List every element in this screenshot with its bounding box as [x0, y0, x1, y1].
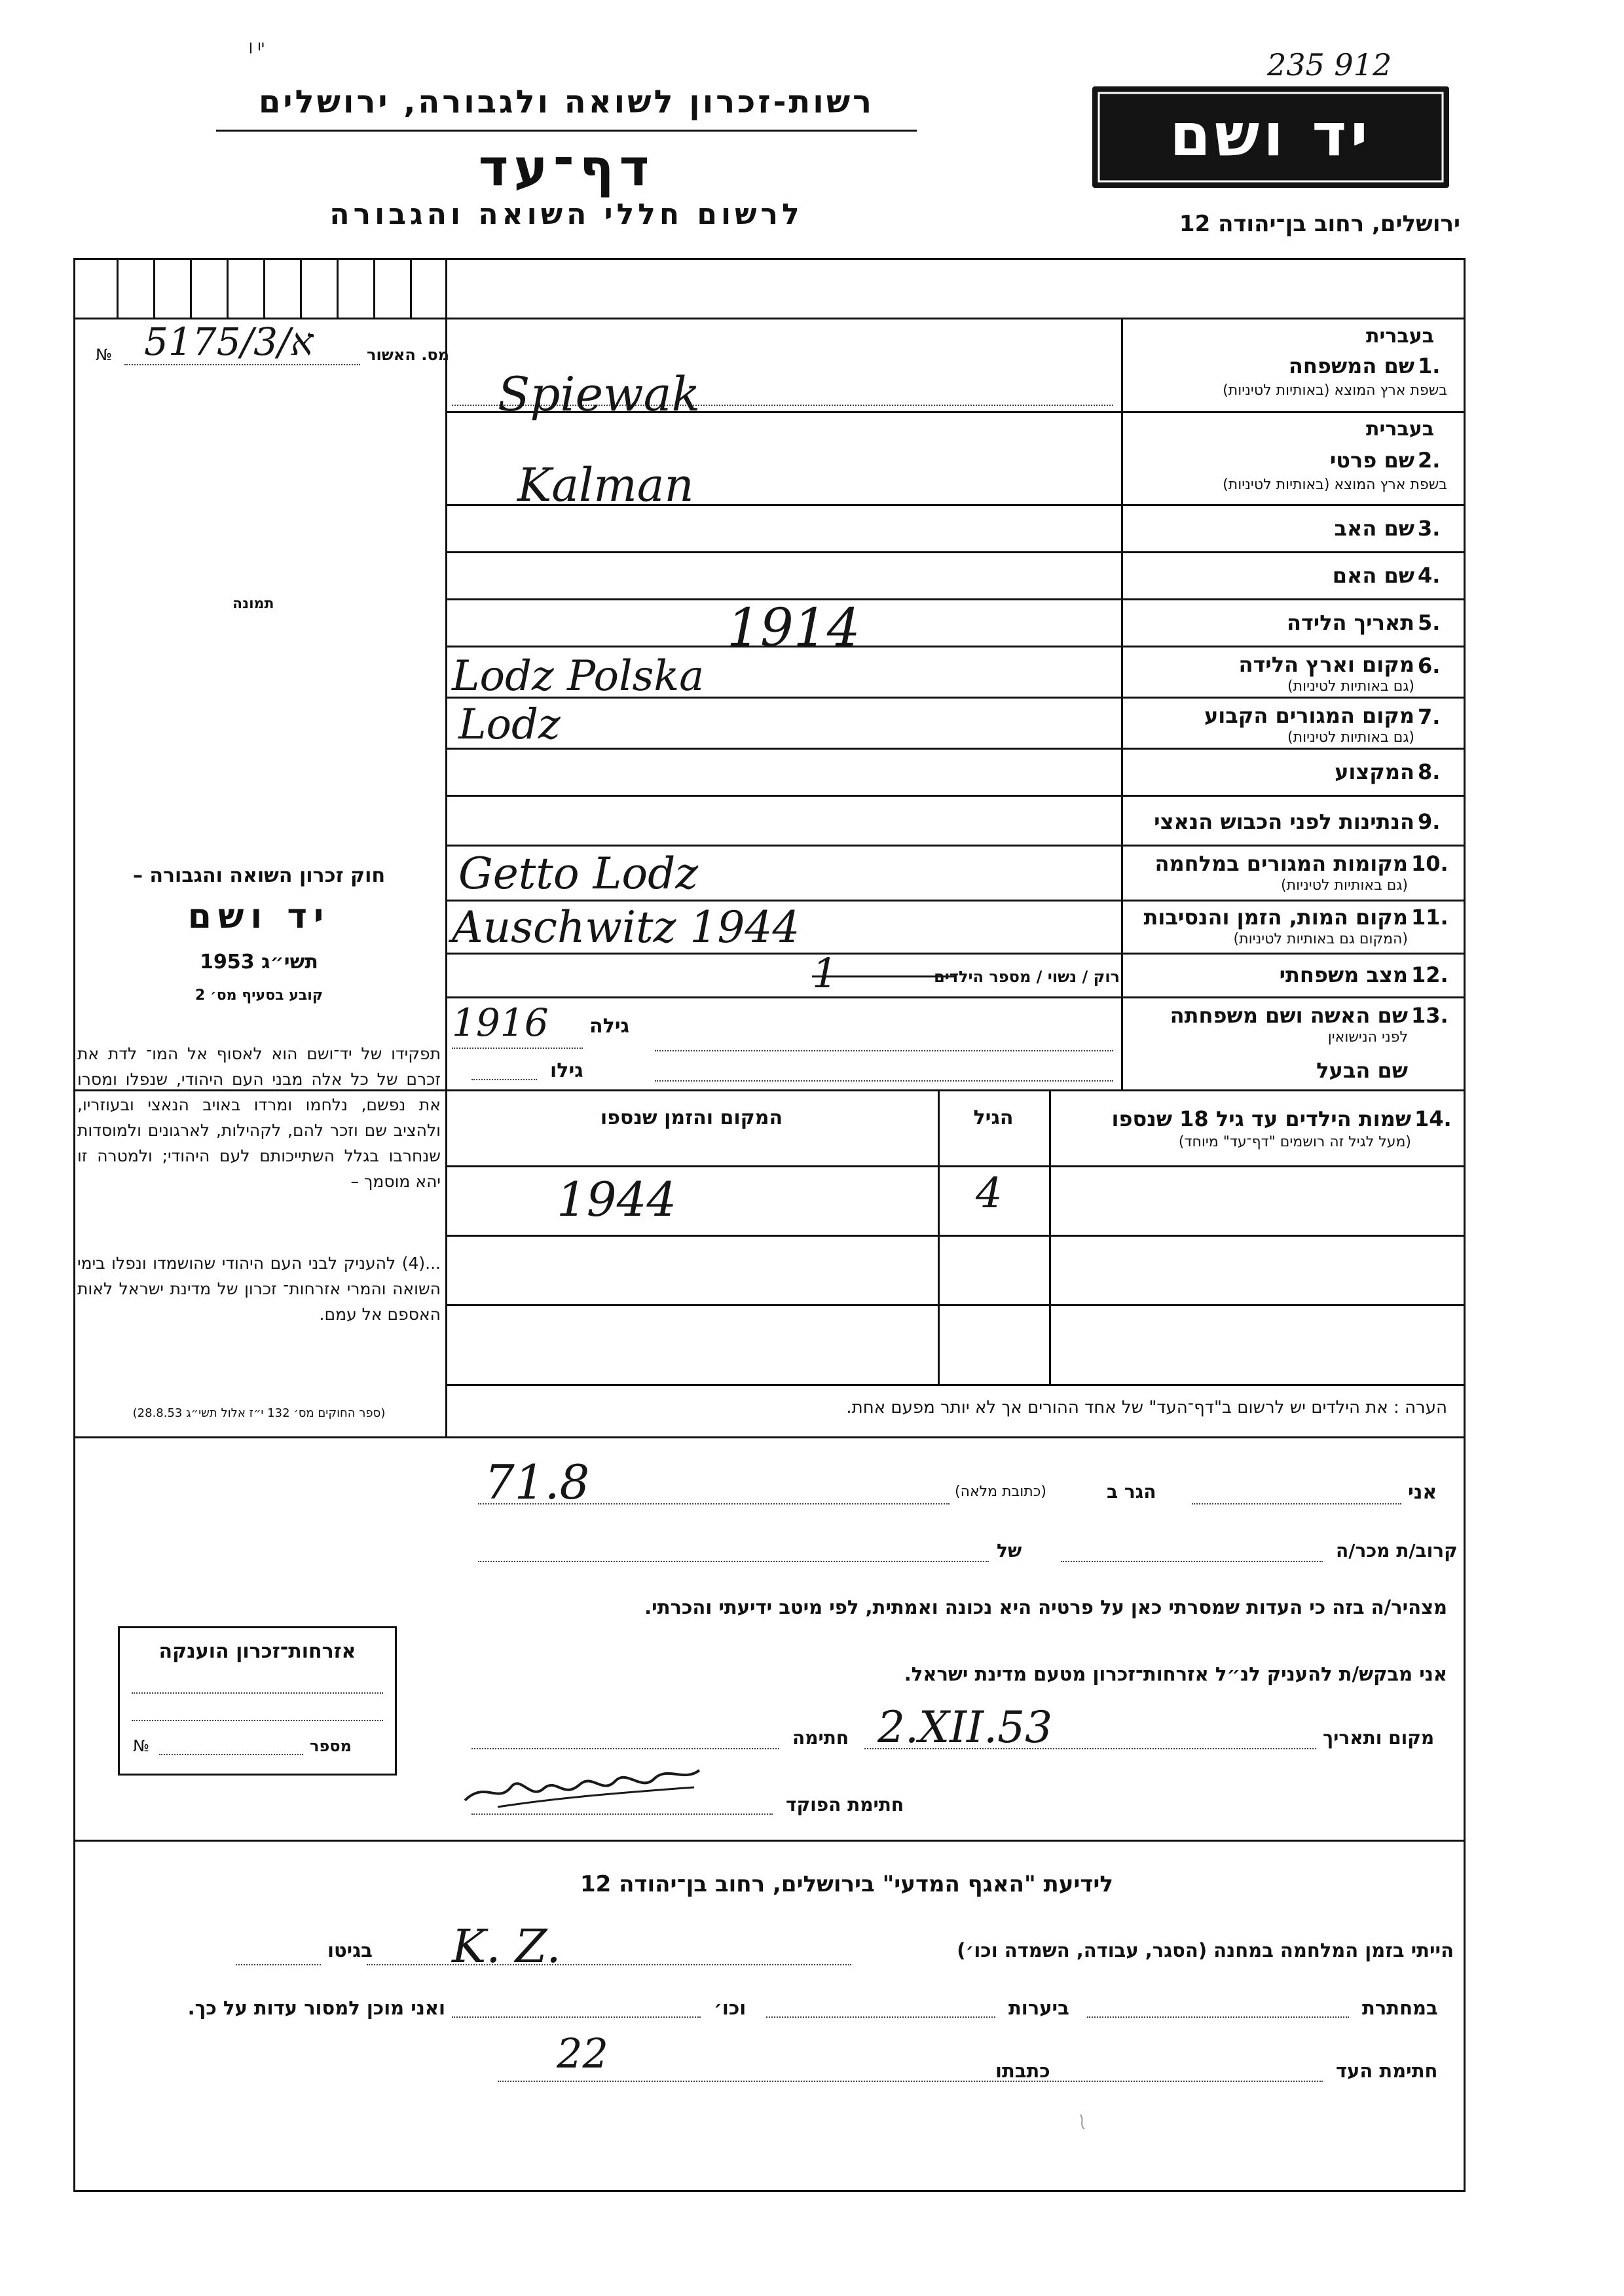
field-12-value: 1 — [812, 949, 838, 997]
approval-value: א/5175/3 — [144, 319, 314, 364]
yad-vashem-logo — [1092, 86, 1449, 188]
field-10-label: מקומות המגורים במלחמה — [1154, 851, 1408, 876]
witness-place-date-value: 2.XII.53 — [877, 1702, 1053, 1753]
field-9-label: הנתינות לפני הכבוש הנאצי — [1154, 809, 1414, 834]
serial-number: 235 912 — [1267, 47, 1392, 82]
photo-label: תמונה — [232, 596, 274, 612]
field-7-label: מקום המגורים הקבוע — [1204, 703, 1414, 728]
law-title: חוק זכרון השואה והגבורה – — [132, 864, 386, 887]
husband-age-label: גילו — [550, 1059, 583, 1082]
officer-signature-label: חתימת הפוקד — [786, 1794, 904, 1815]
field-4-num: 4. — [1418, 563, 1441, 588]
witness-i-label: אני — [1408, 1481, 1437, 1504]
corner-mark: יו ן — [249, 38, 265, 54]
approval-label: מס. האשור — [367, 346, 449, 364]
witness-signature-label: חתימה — [792, 1727, 849, 1749]
field-9-num: 9. — [1418, 809, 1441, 834]
field-6-sub: (גם באותיות לטיניות) — [1287, 678, 1414, 695]
field-1-label: שם המשפחה — [1288, 354, 1414, 378]
field-4-label: שם האם — [1332, 563, 1414, 588]
field-1-hebrew-tag: בעברית — [1366, 325, 1434, 348]
field-7-sub: (גם באותיות לטיניות) — [1287, 729, 1414, 746]
child-1-place: 1944 — [557, 1172, 677, 1227]
witness-relative-label: קרוב/ת מכר/ה — [1336, 1540, 1458, 1561]
citizenship-title: אזרחות־זכרון הוענקה — [158, 1640, 356, 1663]
field-1-num: 1. — [1418, 354, 1441, 378]
field-11-num: 11. — [1411, 905, 1449, 930]
witness-addr-full: (כתובת מלאה) — [955, 1484, 1046, 1500]
citizenship-number-sign: № — [133, 1737, 149, 1755]
field-13-age-label: גילה — [589, 1015, 629, 1038]
field-5-num: 5. — [1418, 610, 1441, 635]
field-11-label: מקום המות, הזמן והנסיבות — [1143, 905, 1408, 930]
stray-mark-icon — [1074, 2108, 1100, 2134]
field-6-label: מקום וארץ הלידה — [1238, 652, 1414, 677]
field-2-hebrew-tag: בעברית — [1366, 418, 1434, 441]
children-place-header: המקום והזמן שנספו — [600, 1106, 783, 1129]
field-2-sub: בשפת ארץ המוצא (באותיות לטיניות) — [1223, 477, 1447, 493]
witness-request: אני מבקש/ת להעניק לנ״ל אזרחות־זכרון מטעם מדינת ישראל. — [904, 1663, 1447, 1685]
law-source: (ספר החוקים מס׳ 132 י״ז אלול תשי״ג 28.8.53) — [132, 1406, 386, 1420]
field-2-label: שם פרטי — [1329, 448, 1414, 473]
law-clause: קובע בסעיף מס׳ 2 — [194, 987, 323, 1004]
children-note: (מעל לגיל זה רושמים "דף־עד" מיוחד) — [1178, 1134, 1411, 1150]
info-ready-label: ואני מוכן למסור עדות על כך. — [187, 1997, 445, 2019]
witness-of-label: של — [997, 1540, 1022, 1561]
info-camp-value: K. Z. — [452, 1920, 561, 1973]
witness-place-date-label: מקום ותאריך — [1323, 1727, 1435, 1749]
field-2-num: 2. — [1418, 448, 1441, 473]
info-etc-label: וכו׳ — [714, 1997, 747, 2019]
field-1-sub: בשפת ארץ המוצא (באותיות לטיניות) — [1223, 382, 1447, 399]
witness-declaration: מצהיר/ה בזה כי העדות שמסרתי כאן על פרטיה היא נכונה ואמתית, לפי מיטב ידיעתי והכרתי. — [644, 1596, 1447, 1618]
field-12-label: מצב משפחתי — [1279, 962, 1408, 987]
law-name: יד ושם — [187, 897, 331, 936]
law-year: תשי״ג 1953 — [200, 951, 318, 974]
field-13-num: 13. — [1411, 1003, 1449, 1028]
field-8-label: המקצוע — [1335, 759, 1414, 784]
info-sig-label: חתימת העד — [1336, 2060, 1438, 2082]
info-hideout-label: במחתרת — [1362, 1997, 1438, 2019]
field-5-value: 1914 — [727, 597, 860, 658]
field-11-sub: (המקום גם באותיות לטיניות) — [1233, 931, 1408, 947]
field-10-sub: (גם באותיות לטיניות) — [1281, 877, 1408, 894]
field-10-value-latin: Getto Lodz — [458, 848, 699, 899]
witness-address-number: 71.8 — [485, 1455, 590, 1510]
logo-text: יד ושם — [1170, 101, 1372, 170]
child-1-age: 4 — [976, 1169, 1003, 1218]
field-3-num: 3. — [1418, 516, 1441, 541]
form-title: דף־עד — [478, 139, 655, 198]
note-text: הערה : את הילדים יש לרשום ב"דף־העד" של אחד ההורים אך לא יותר מפעם אחת. — [846, 1398, 1447, 1417]
field-13-sub: לפני הנישואין — [1327, 1029, 1408, 1046]
info-title: לידיעת "האגף המדעי" בירושלים, רחוב בן־יהודה 12 — [580, 1871, 1113, 1897]
info-forests-label: ביערות — [1008, 1997, 1069, 2019]
children-age-header: הגיל — [973, 1106, 1014, 1129]
field-6-value-latin: Lodz Polska — [452, 652, 705, 701]
info-camp-label: הייתי בזמן המלחמה במחנה (הסגר, עבודה, השמדה וכו׳) — [957, 1939, 1454, 1961]
law-para-1: תפקידו של יד־ושם הוא לאסוף אל המו־ לדת את זכרם של כל אלה מבני העם היהודי, שנפלו ומסרו את נפשם, נלחמו ומרדו באויב הנאצי ובעוזריו, ולהציב שם וזכר להם, לקהילות, לארגונים ולמוסדות שנחרבו בגלל השתייכותם לעם היהודי; ולמטרה זו יהא מוסמך – — [77, 1044, 441, 1191]
approval-number-sign: № — [96, 346, 112, 364]
field-7-num: 7. — [1418, 704, 1441, 729]
info-block-label: בגיטו — [327, 1939, 373, 1961]
field-7-value-latin: Lodz — [458, 701, 561, 749]
field-12-num: 12. — [1411, 962, 1449, 987]
citizenship-number-label: מספר — [310, 1737, 352, 1755]
children-num: 14. — [1414, 1106, 1452, 1131]
field-3-label: שם האב — [1334, 516, 1414, 541]
husband-label: שם הבעל — [1316, 1058, 1408, 1083]
field-13-label: שם האשה ושם משפחתה — [1170, 1003, 1408, 1028]
field-6-num: 6. — [1418, 653, 1441, 678]
field-1-value-latin: Spiewak — [498, 367, 701, 422]
children-title: שמות הילדים עד גיל 18 שנספו — [1111, 1106, 1411, 1131]
authority-name: רשות-זכרון לשואה ולגבורה, ירושלים — [258, 84, 875, 120]
address: ירושלים, רחוב בן־יהודה 12 — [1179, 211, 1460, 237]
citizenship-box — [118, 1626, 397, 1776]
info-addr-value: 22 — [557, 2030, 608, 2077]
field-2-value-latin: Kalman — [517, 458, 694, 512]
form-frame — [73, 258, 1466, 2192]
field-8-num: 8. — [1418, 759, 1441, 784]
form-subtitle: לרשום חללי השואה והגבורה — [329, 198, 803, 231]
info-addr-label: כתבתו — [995, 2060, 1050, 2082]
field-13-age-value: 1916 — [452, 1000, 549, 1045]
witness-lives-label: הגר ב — [1107, 1481, 1156, 1503]
law-para-2: ...(4) להעניק לבני העם היהודי שהושמדו ונפלו בימי השואה והמרי אזרחות־ זכרון של מדינת ישראל לאות האספם אל עמם. — [77, 1254, 441, 1324]
field-11-value-latin: Auschwitz 1944 — [452, 902, 800, 953]
officer-signature-scribble-icon — [458, 1741, 707, 1820]
field-5-label: תאריך הלידה — [1286, 610, 1414, 635]
field-10-num: 10. — [1411, 851, 1449, 876]
field-12-sub: רוק / נשוי / מספר הילדים — [934, 968, 1120, 986]
